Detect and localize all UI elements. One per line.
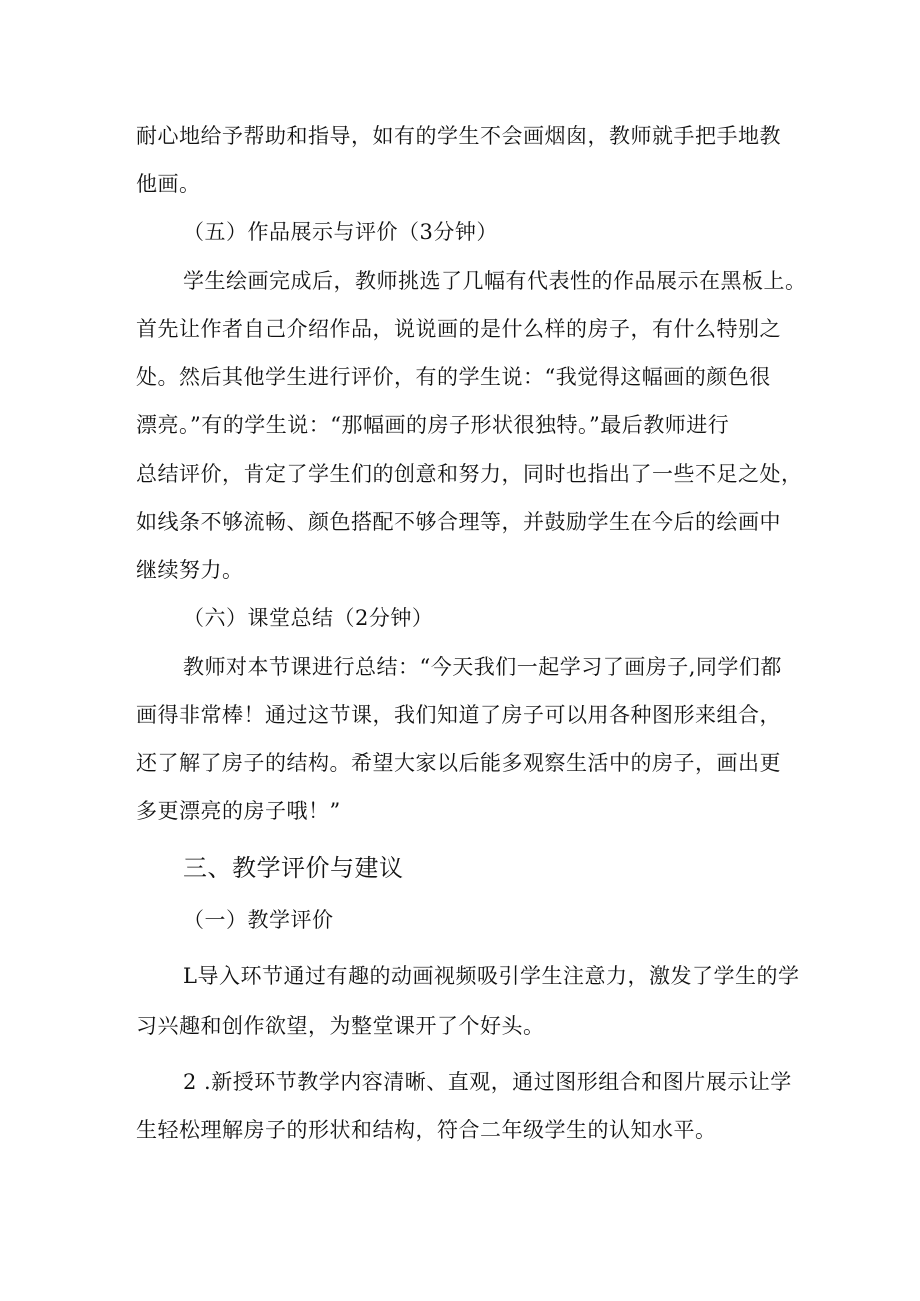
body-text-line: 习兴趣和创作欲望，为整堂课开了个好头。 [136,1014,545,1038]
body-text-line: 多更漂亮的房子哦！” [136,799,341,823]
section-heading: 三、教学评价与建议 [183,854,404,882]
body-text-line: 生轻松理解房子的形状和结构，符合二年级学生的认知水平。 [136,1118,717,1142]
body-text-line: 如线条不够流畅、颜色搭配不够合理等，并鼓励学生在今后的绘画中 [136,510,781,534]
body-text-line: 他画。 [136,172,201,196]
body-text-line: 还了解了房子的结构。希望大家以后能多观察生活中的房子，画出更 [136,751,781,775]
body-text-line: 处。然后其他学生进行评价，有的学生说：“我觉得这幅画的颜色很 [136,365,771,389]
body-text-line: 首先让作者自己介绍作品，说说画的是什么样的房子，有什么特别之 [136,317,781,341]
subsection-heading: （六）课堂总结（2分钟） [183,606,434,630]
body-text-line: 教师对本节课进行总结：“今天我们一起学习了画房子,同学们都 [183,655,782,679]
body-text-line: L导入环节通过有趣的动画视频吸引学生注意力，激发了学生的学 [183,964,800,988]
body-text-line: 漂亮。”有的学生说：“那幅画的房子形状很独特。”最后教师进行 [136,413,730,437]
subsection-heading: （五）作品展示与评价（3分钟） [183,220,498,244]
body-text-line: 画得非常棒！通过这节课，我们知道了房子可以用各种图形来组合， [136,703,781,727]
body-text-line: 耐心地给予帮助和指导，如有的学生不会画烟囱，教师就手把手地教 [136,124,781,148]
body-text-line: 2 .新授环节教学内容清晰、直观，通过图形组合和图片展示让学 [183,1070,792,1094]
body-text-line: 继续努力。 [136,558,244,582]
subsection-heading: （一）教学评价 [183,908,334,932]
body-text-line: 总结评价，肯定了学生们的创意和努力，同时也指出了一些不足之处， [136,462,803,486]
body-text-line: 学生绘画完成后，教师挑选了几幅有代表性的作品展示在黑板上。 [183,269,807,293]
